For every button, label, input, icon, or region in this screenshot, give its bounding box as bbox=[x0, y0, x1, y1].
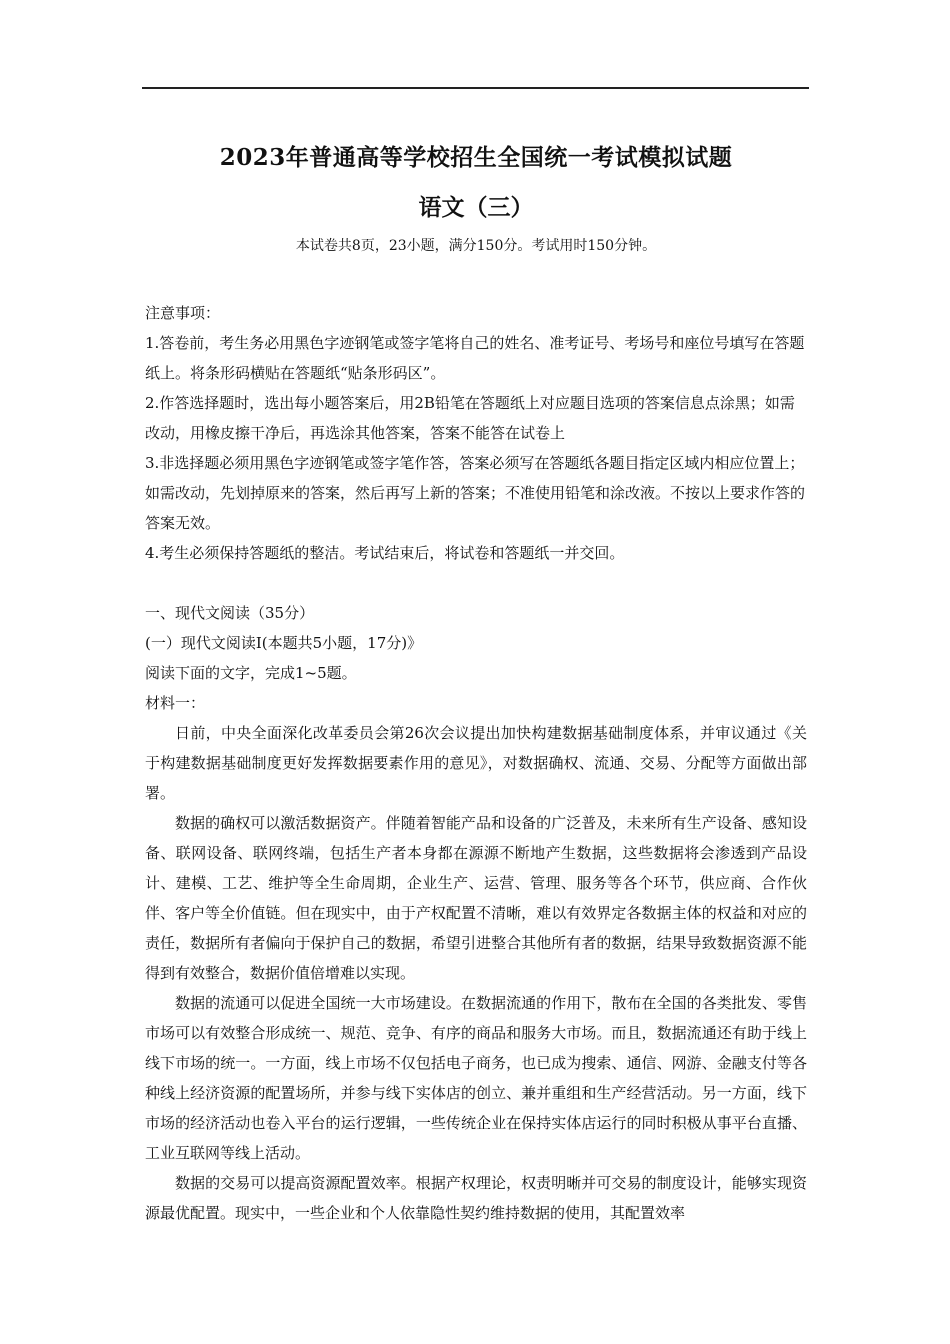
note-item: 4.考生必须保持答题纸的整洁。考试结束后，将试卷和答题纸一并交回。 bbox=[145, 544, 625, 562]
note-item: 1.答卷前，考生务必用黑色字迹钢笔或签字笔将自己的姓名、准考证号、考场号和座位号填写在答题纸上。将条形码横贴在答题纸“贴条形码区”。 bbox=[145, 334, 805, 382]
section-heading: 一、现代文阅读（35分） bbox=[145, 604, 315, 622]
top-rule bbox=[142, 87, 809, 89]
notes-block bbox=[145, 298, 807, 568]
section-instruction: 阅读下面的文字，完成1~5题。 bbox=[145, 664, 357, 682]
material-paragraph: 数据的流通可以促进全国统一大市场建设。在数据流通的作用下，散布在全国的各类批发、零售市场可以有效整合形成统一、规范、竞争、有序的商品和服务大市场。而且，数据流通还有助于线上线下市场的统一。一方面，线上市场不仅包括电子商务，也已成为搜索、通信、网游、金融支付等各种线上经济资源的配置场所，并参与线下实体店的创立、兼并重组和生产经营活动。另一方面，线下市场的经济活动也卷入平台的运行逻辑，一些传统企业在保持实体店运行的同时积极从事平台直播、工业互联网等线上活动。 bbox=[145, 994, 807, 1162]
section-subheading: (一）现代文阅读Ⅰ(本题共5小题，17分)》 bbox=[145, 634, 423, 652]
exam-page bbox=[145, 138, 807, 1228]
note-item: 2.作答选择题时，选出每小题答案后，用2B铅笔在答题纸上对应题目选项的答案信息点涂黑；如需改动，用橡皮擦干净后，再选涂其他答案，答案不能答在试卷上 bbox=[145, 394, 795, 442]
exam-meta: 本试卷共8页，23小题，满分150分。考试用时150分钟。 bbox=[295, 238, 657, 254]
reading-section bbox=[145, 598, 807, 1228]
material-paragraph: 数据的确权可以激活数据资产。伴随着智能产品和设备的广泛普及，未来所有生产设备、感知设备、联网设备、联网终端，包括生产者本身都在源源不断地产生数据，这些数据将会渗透到产品设计、建模、工艺、维护等全生命周期，企业生产、运营、管理、服务等各个环节，供应商、合作伙伴、客户等全价值链。但在现实中，由于产权配置不清晰，难以有效界定各数据主体的权益和对应的责任，数据所有者偏向于保护自己的数据，希望引进整合其他所有者的数据，结果导致数据资源不能得到有效整合，数据价值倍增难以实现。 bbox=[145, 814, 807, 982]
page-title: 2023年普通高等学校招生全国统一考试模拟试题 bbox=[219, 144, 733, 171]
notes-heading: 注意事项： bbox=[145, 304, 221, 322]
note-item: 3.非选择题必须用黑色字迹钢笔或签字笔作答，答案必须写在答题纸各题目指定区域内相应位置上；如需改动，先划掉原来的答案，然后再写上新的答案；不准使用铅笔和涂改液。不按以上要求作答的答案无效。 bbox=[145, 454, 806, 532]
page-subtitle: 语文（三） bbox=[418, 194, 534, 221]
material-paragraph: 数据的交易可以提高资源配置效率。根据产权理论，权责明晰并可交易的制度设计，能够实现资源最优配置。现实中，一些企业和个人依靠隐性契约维持数据的使用，其配置效率 bbox=[145, 1174, 807, 1222]
material-paragraph: 日前，中央全面深化改革委员会第26次会议提出加快构建数据基础制度体系，并审议通过《关于构建数据基础制度更好发挥数据要素作用的意见》，对数据确权、流通、交易、分配等方面做出部署。 bbox=[145, 724, 807, 802]
material-label: 材料一： bbox=[145, 694, 206, 712]
